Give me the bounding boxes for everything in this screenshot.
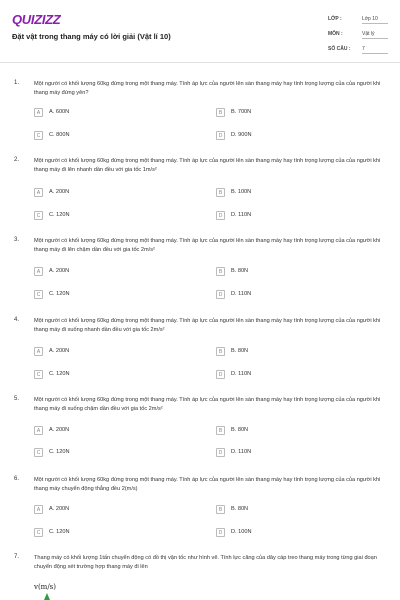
question-number: 6. bbox=[14, 476, 20, 482]
subject-value: Vật lý bbox=[362, 31, 388, 39]
question-count-value: 7 bbox=[362, 46, 388, 54]
option-text: B. 80N bbox=[231, 348, 249, 354]
option-d[interactable] bbox=[216, 290, 366, 300]
option-text: C. 120N bbox=[49, 212, 70, 218]
subject-label: MÔN : bbox=[328, 31, 343, 37]
option-text: B. 80N bbox=[231, 427, 249, 433]
option-text: D. 900N bbox=[231, 132, 252, 138]
option-text: B. 700N bbox=[231, 109, 252, 115]
option-a[interactable] bbox=[34, 426, 184, 436]
option-text: D. 110N bbox=[231, 212, 252, 218]
option-b[interactable] bbox=[216, 188, 366, 198]
question-text: Một người có khối lượng 60kg đứng trong một thang máy. Tính áp lực của người lên sàn thang máy hay tính trọng lượng của của người khi thang máy đi xuống chậm dần đều với gia tốc 2m/s² bbox=[34, 397, 381, 412]
option-c[interactable] bbox=[34, 370, 184, 380]
option-b[interactable] bbox=[216, 426, 366, 436]
option-a[interactable] bbox=[34, 108, 184, 118]
option-letter-box: D bbox=[216, 528, 225, 537]
option-letter-box: B bbox=[216, 505, 225, 514]
option-c[interactable] bbox=[34, 528, 184, 538]
option-text: B. 80N bbox=[231, 268, 249, 274]
option-letter-box: A bbox=[34, 108, 43, 117]
option-a[interactable] bbox=[34, 505, 184, 515]
option-letter-box: A bbox=[34, 347, 43, 356]
option-text: C. 120N bbox=[49, 529, 70, 535]
class-label: LỚP : bbox=[328, 16, 342, 22]
option-a[interactable] bbox=[34, 188, 184, 198]
page-header bbox=[0, 0, 400, 62]
option-text: D. 110N bbox=[231, 291, 252, 297]
option-text: B. 80N bbox=[231, 506, 249, 512]
option-text: A. 600N bbox=[49, 109, 70, 115]
option-text: A. 200N bbox=[49, 189, 70, 195]
option-letter-box: B bbox=[216, 108, 225, 117]
option-letter-box: C bbox=[34, 370, 43, 379]
option-letter-box: B bbox=[216, 426, 225, 435]
question-text: Một người có khối lượng 60kg đứng trong một thang máy. Tính áp lực của người lên sàn thang máy hay tính trọng lượng của của người khi thang máy đi lên nhanh dần đều với gia tốc 1m/s² bbox=[34, 158, 381, 173]
option-letter-box: B bbox=[216, 267, 225, 276]
option-text: C. 120N bbox=[49, 291, 70, 297]
option-letter-box: A bbox=[34, 426, 43, 435]
option-text: C. 800N bbox=[49, 132, 70, 138]
option-letter-box: C bbox=[34, 290, 43, 299]
option-a[interactable] bbox=[34, 347, 184, 357]
option-d[interactable] bbox=[216, 528, 366, 538]
option-text: C. 120N bbox=[49, 371, 70, 377]
option-a[interactable] bbox=[34, 267, 184, 277]
question-text: Một người có khối lượng 60kg đứng trong một thang máy. Tính áp lực của người lên sàn thang máy hay tính trọng lượng của của người khi thang máy đi xuống nhanh dần đều với gia tốc 2m/s² bbox=[34, 318, 381, 333]
question-number: 2. bbox=[14, 157, 20, 163]
option-b[interactable] bbox=[216, 505, 366, 515]
option-letter-box: D bbox=[216, 290, 225, 299]
option-c[interactable] bbox=[34, 131, 184, 141]
option-letter-box: A bbox=[34, 505, 43, 514]
axis-arrow-icon bbox=[44, 593, 50, 600]
option-letter-box: A bbox=[34, 188, 43, 197]
option-text: A. 200N bbox=[49, 427, 70, 433]
velocity-axis-label: v(m/s) bbox=[34, 583, 57, 591]
option-d[interactable] bbox=[216, 448, 366, 458]
question-text: Một người có khối lượng 60kg đứng trong một thang máy. Tính áp lực của người lên sàn thang máy hay tính trọng lượng của của người khi thang máy đứng yên? bbox=[34, 81, 381, 96]
option-letter-box: B bbox=[216, 347, 225, 356]
option-c[interactable] bbox=[34, 211, 184, 221]
option-letter-box: A bbox=[34, 267, 43, 276]
option-letter-box: C bbox=[34, 528, 43, 537]
option-text: D. 100N bbox=[231, 529, 252, 535]
document-title: Đặt vật trong thang máy có lời giải (Vật lí 10) bbox=[12, 32, 171, 41]
option-text: A. 200N bbox=[49, 348, 70, 354]
option-letter-box: D bbox=[216, 211, 225, 220]
question-number: 4. bbox=[14, 317, 20, 323]
option-text: A. 200N bbox=[49, 506, 70, 512]
option-letter-box: D bbox=[216, 448, 225, 457]
option-d[interactable] bbox=[216, 370, 366, 380]
option-letter-box: D bbox=[216, 131, 225, 140]
option-letter-box: D bbox=[216, 370, 225, 379]
option-b[interactable] bbox=[216, 267, 366, 277]
question-count-label: SỐ CÂU : bbox=[328, 46, 351, 52]
option-d[interactable] bbox=[216, 211, 366, 221]
option-b[interactable] bbox=[216, 347, 366, 357]
option-text: B. 100N bbox=[231, 189, 252, 195]
option-text: A. 200N bbox=[49, 268, 70, 274]
option-c[interactable] bbox=[34, 448, 184, 458]
header-divider bbox=[0, 62, 400, 63]
option-c[interactable] bbox=[34, 290, 184, 300]
option-letter-box: B bbox=[216, 188, 225, 197]
question-text: Một người có khối lượng 60kg đứng trong một thang máy. Tính áp lực của người lên sàn thang máy hay tính trọng lượng của của người khi thang máy chuyển động thẳng đều 2(m/s) bbox=[34, 477, 381, 492]
option-letter-box: C bbox=[34, 448, 43, 457]
option-letter-box: C bbox=[34, 131, 43, 140]
option-text: C. 120N bbox=[49, 449, 70, 455]
question-number: 5. bbox=[14, 396, 20, 402]
option-text: D. 110N bbox=[231, 371, 252, 377]
question-text: Thang máy có khối lượng 1tấn chuyển động có đồ thị vận tốc như hình vẽ. Tính lực căng của dây cáp treo thang máy trong từng giai đoạn chuyển động xét trường hợp thang máy đi lên bbox=[34, 555, 377, 570]
class-value: Lớp 10 bbox=[362, 16, 388, 24]
question-text: Một người có khối lượng 60kg đứng trong một thang máy. Tính áp lực của người lên sàn thang máy hay tính trọng lượng của của người khi thang máy đi lên chậm dần đều với gia tốc 2m/s² bbox=[34, 238, 381, 253]
option-text: D. 110N bbox=[231, 449, 252, 455]
option-letter-box: C bbox=[34, 211, 43, 220]
question-number: 7. bbox=[14, 554, 20, 560]
quizizz-logo: QUIZIZZ bbox=[12, 12, 61, 27]
option-b[interactable] bbox=[216, 108, 366, 118]
question-number: 3. bbox=[14, 237, 20, 243]
question-number: 1. bbox=[14, 80, 20, 86]
option-d[interactable] bbox=[216, 131, 366, 141]
